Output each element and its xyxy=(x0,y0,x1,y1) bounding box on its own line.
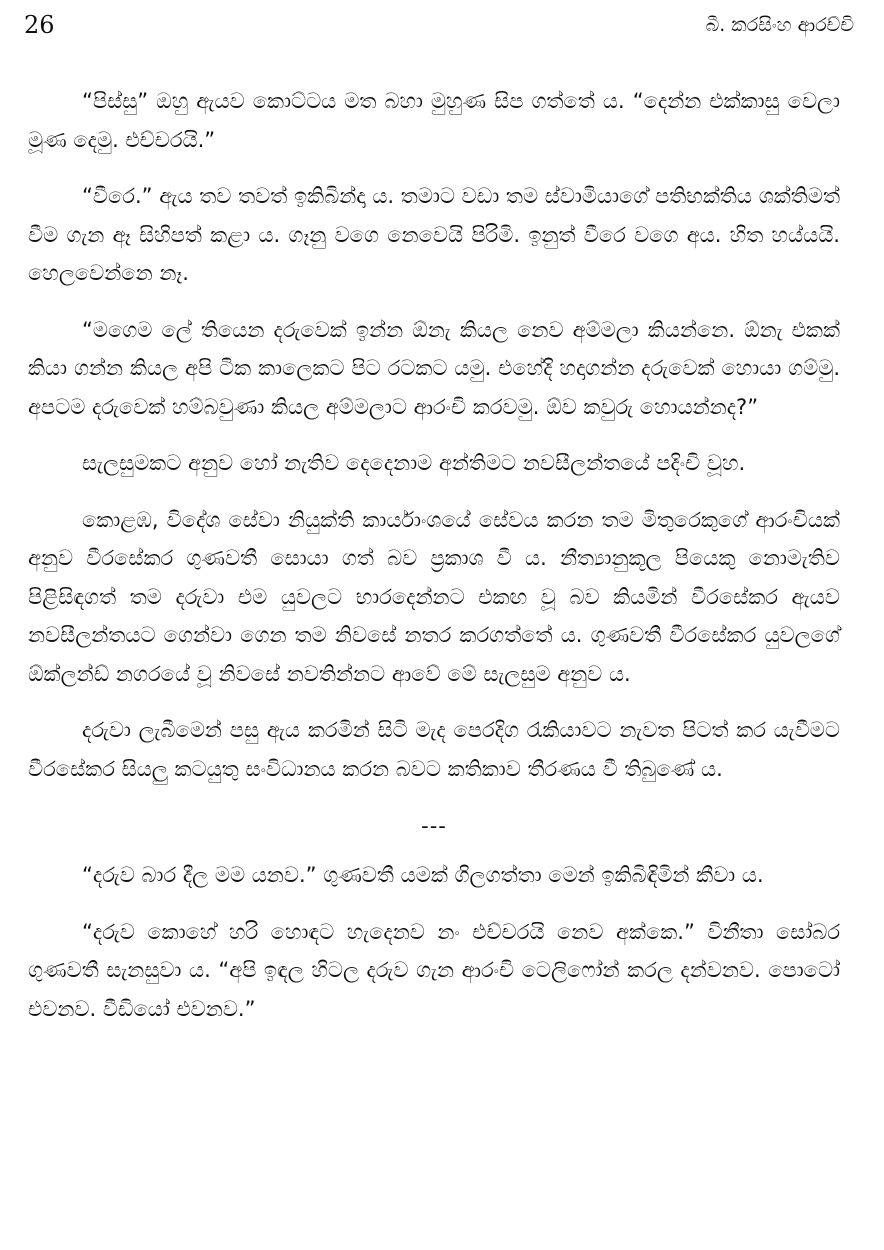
paragraph-5: කොළඹ, විදේශ සේවා නියුක්ති කාර්යාංශයේ සේවය කරන තම මිතුරෙකුගේ ආරංචියක් අනුව වීරසේකර ගුණවතී සොයා ගත් බව ප්‍රකාශ වී ය. නීත්‍යානුකූල පියෙකු නොමැතිව පිළිසිඳගත් තම දරුවා එම යුවලට භාරදෙන්නට එකඟ වූ බව කියමින් වීරසේකර ඇයව නවසීලන්තයට ගෙන්වා ගෙන තම නිවසේ නතර කරගත්තේ ය. ගුණවතී වීරසේකර යුවලගේ ඕක්ලන්ඩ් නගරයේ වූ නිවසේ නවතින්නට ආවේ මේ සැලසුම අනුව ය. xyxy=(28,507,840,686)
body-text xyxy=(28,82,840,1046)
paragraph-4: සැලසුමකට අනුව හෝ නැතිව දෙදෙනාම අන්තිමට නවසීලන්තයේ පදිංචි වූහ. xyxy=(82,451,746,475)
paragraph-8: “දරුව කොහේ හරි හොඳට හැදෙනව නං එච්චරයි නෙව අක්කෙ.” විනීතා සෝබර ගුණවතී සැනසුවා ය. “අපි ඉඳල හිටල දරුව ගැන ආරංචි ටෙලිෆෝන් කරල දන්වනව. පොටෝ එවනව. වීඩියෝ එවනව.” xyxy=(28,919,840,1021)
running-head-author: බී. කරසිංහ ආරච්චි xyxy=(705,14,854,36)
paragraph-2: “වීරෙ.” ඇය තව තවත් ඉකිබින්දා ය. තමාට වඩා තම ස්වාමියාගේ පතිභක්තිය ශක්තිමත් වීම ගැන ඈ සිහිපත් කළා ය. ගෑනු වගෙ නෙවෙයි පිරිමි. ඉනුත් වීරෙ වගෙ අය. හිත හය්යයි. හෙලවෙන්නෙ නෑ. xyxy=(28,184,840,285)
paragraph-3: “මගෙම ලේ තියෙන දරුවෙක් ඉන්න ඕනැ කියල නෙව අම්මලා කියන්නෙ. ඕනැ එකක් කියා ගන්න කියල අපි ටික කාලෙකට පිට රටකට යමු. එහේදි හදාගන්න දරුවෙක් හොයා ගම්මු. අපටම දරුවෙක් හම්බවුණා කියල අම්මලාට ආරංචි කරවමු. ඕව කවුරු හොයන්නද?” xyxy=(28,317,840,419)
section-separator: --- xyxy=(421,814,447,838)
paragraph-7: “දරුව බාර දීල මම යනව.” ගුණවතී යමක් ගිලගත්තා මෙන් ඉකිබිඳිමින් කීවා ය. xyxy=(82,863,764,887)
paragraph-6: දරුවා ලැබීමෙන් පසු ඇය කරමින් සිටි මැද පෙරදිග රැකියාවට නැවත පිටත් කර යැවීමට වීරසේකර සියලු කටයුතු සංවිධානය කරන බවට කතිකාව තීරණය වී තිබුණේ ය. xyxy=(28,718,840,781)
paragraph-1: “පිස්සු” ඔහු ඇයව කොට්ටය මත බහා මුහුණ සිප ගත්තේ ය. “දෙන්න එක්කාසු වෙලා මූණ දෙමු. එච්චරයි.” xyxy=(28,89,840,152)
page-number: 26 xyxy=(24,11,55,39)
